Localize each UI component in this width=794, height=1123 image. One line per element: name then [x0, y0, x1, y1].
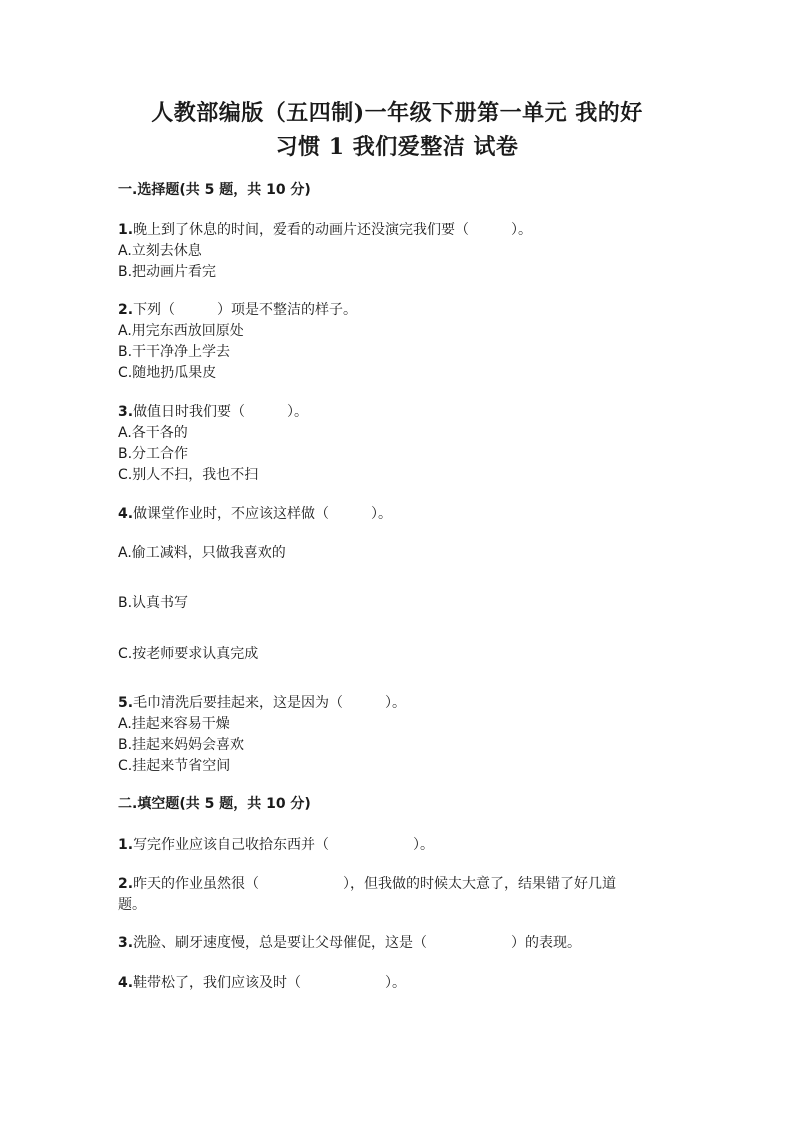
option: B.挂起来妈妈会喜欢: [118, 737, 245, 753]
option: A.挂起来容易干燥: [118, 716, 230, 732]
question: [118, 299, 357, 319]
option: C.随地扔瓜果皮: [118, 365, 217, 381]
question: [118, 873, 616, 893]
question: [118, 692, 406, 712]
question-text: 做课堂作业时，不应该这样做（ ）。: [133, 506, 393, 522]
question-number: 2.: [118, 876, 134, 892]
exam-title-line-2: 习惯 1 我们爱整洁 试卷: [275, 134, 519, 160]
question: [118, 972, 406, 992]
option: A.偷工减料，只做我喜欢的: [118, 545, 286, 561]
exam-title-line-1: 人教部编版（五四制)一年级下册第一单元 我的好: [151, 100, 643, 126]
question-number: 3.: [118, 404, 134, 420]
option: C.别人不扫，我也不扫: [118, 467, 259, 483]
question-number: 4.: [118, 975, 134, 991]
question-text-continued: 题。: [118, 897, 146, 913]
option: C.挂起来节省空间: [118, 758, 231, 774]
option: C.按老师要求认真完成: [118, 646, 259, 662]
question: [118, 834, 434, 854]
section-heading-fill-blank: 二.填空题(共 5 题，共 10 分): [118, 796, 311, 812]
question-text: 鞋带松了，我们应该及时（ ）。: [133, 975, 407, 991]
option: A.立刻去休息: [118, 243, 202, 259]
option: B.分工合作: [118, 446, 189, 462]
question-text: 毛巾清洗后要挂起来，这是因为（ ）。: [133, 695, 407, 711]
question-text: 昨天的作业虽然很（ ），但我做的时候太大意了，结果错了好几道: [133, 876, 617, 892]
question-text: 洗脸、刷牙速度慢，总是要让父母催促，这是（ ）的表现。: [133, 935, 582, 951]
option: A.用完东西放回原处: [118, 323, 244, 339]
section-heading-choice: 一.选择题(共 5 题，共 10 分): [118, 182, 311, 198]
question: [118, 503, 392, 523]
question-text: 晚上到了休息的时间，爱看的动画片还没演完我们要（ ）。: [133, 222, 533, 238]
option: B.认真书写: [118, 595, 189, 611]
question-number: 3.: [118, 935, 134, 951]
question-number: 5.: [118, 695, 134, 711]
option: B.干干净净上学去: [118, 344, 231, 360]
question: [118, 932, 581, 952]
question: [118, 401, 308, 421]
question-text: 做值日时我们要（ ）。: [133, 404, 309, 420]
question-number: 1.: [118, 222, 134, 238]
question-number: 1.: [118, 837, 134, 853]
question-text: 写完作业应该自己收拾东西并（ ）。: [133, 837, 435, 853]
question-text: 下列（ ）项是不整洁的样子。: [133, 302, 358, 318]
question: [118, 219, 532, 239]
question-number: 4.: [118, 506, 134, 522]
option: A.各干各的: [118, 425, 188, 441]
option: B.把动画片看完: [118, 264, 217, 280]
question-number: 2.: [118, 302, 134, 318]
